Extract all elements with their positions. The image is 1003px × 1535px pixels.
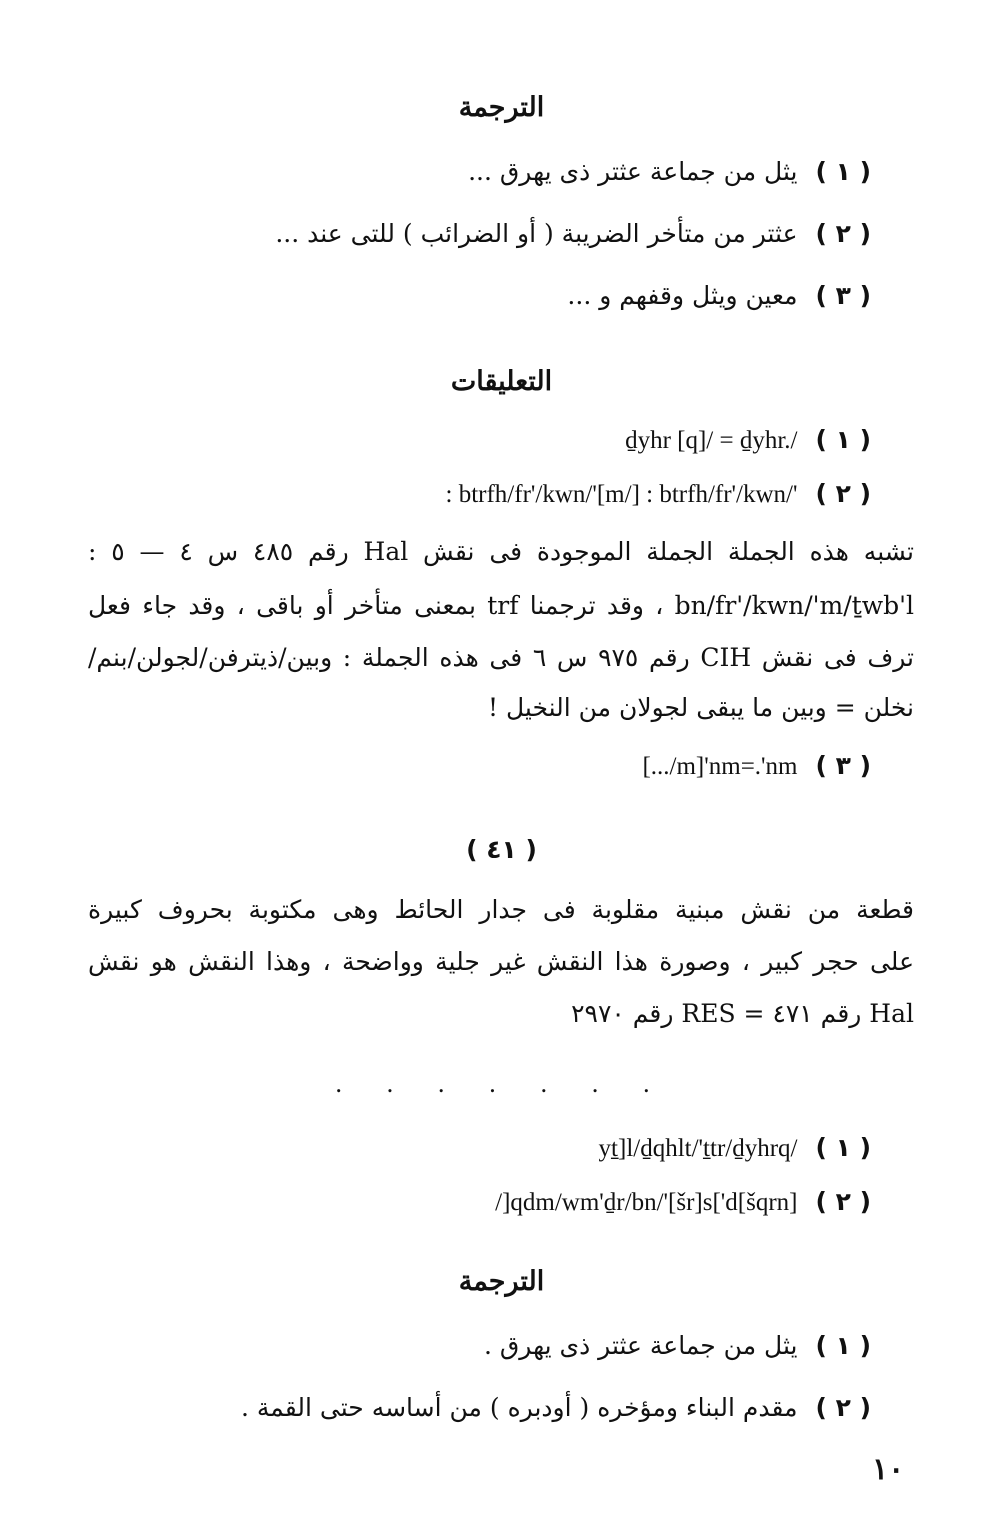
item-number: ( ٣ ): [815, 281, 871, 310]
inscription-paragraph-line-1: قطعة من نقش مبنية مقلوبة فى جدار الحائط وهى مكتوبة بحروف كبيرة: [88, 895, 914, 924]
comment-item-1: [625, 420, 871, 461]
inscription-paragraph-line-2: على حجر كبير ، وصورة هذا النقش غير جلية وواضحة ، وهذا النقش هو نقش: [88, 947, 914, 976]
inscription-item-2: [495, 1182, 871, 1223]
item-number: ( ١ ): [815, 1331, 871, 1360]
item-text: [.../m]'nm=.'nm: [642, 753, 798, 780]
comment-paragraph-line-1: تشبه هذه الجملة الجملة الموجودة فى نقش Hal رقم ٤٨٥ س ٤ — ٥ :: [88, 537, 914, 566]
item-text: : btrfh/fr'/kwn/'[m/] : btrfh/fr'/kwn/': [445, 481, 798, 508]
translation-item-2: [275, 214, 871, 254]
item-text: yṯ]l/ḏqhlt/'ṯtr/ḏyhrq/: [598, 1135, 798, 1162]
comment-paragraph-line-3: ترف فى نقش CIH رقم ٩٧٥ س ٦ فى هذه الجملة : وبين/ذيترفن/لجولن/بنم/: [88, 643, 914, 672]
comment-paragraph-line-2: bn/fr'/kwn/'m/ṯwb'l ، وقد ترجمنا trf بمعنى متأخر أو باقى ، وقد جاء فعل: [88, 591, 914, 620]
item-text: يثل من جماعة عثتر ذى يهرق .: [483, 1331, 798, 1360]
item-text: معين ويثل وقفهم و ...: [567, 281, 798, 310]
section-heading-comments: التعليقات: [450, 366, 553, 397]
item-number: ( ٢ ): [815, 1187, 871, 1216]
item-number: ( ٣ ): [815, 751, 871, 780]
item-text: ḏyhr [q]/ = ḏyhr./: [625, 427, 798, 454]
translation-item-3: [567, 276, 871, 316]
item-number: ( ١ ): [815, 157, 871, 186]
comment-item-3: [642, 746, 871, 787]
item-text: عثتر من متأخر الضريبة ( أو الضرائب ) للتى عند ...: [275, 219, 798, 248]
inscription-paragraph-line-3: Hal رقم ٤٧١ = RES رقم ٢٩٧٠: [571, 999, 914, 1028]
translation-item-1b: [484, 1326, 871, 1366]
inscription-item-1: [599, 1128, 871, 1169]
comment-item-2: [446, 474, 871, 515]
comment-paragraph-line-4: نخلن = وبين ما يبقى لجولان من النخيل !: [487, 693, 914, 722]
page-number: ١٠: [872, 1452, 905, 1487]
section-heading-translation-2: الترجمة: [458, 1266, 545, 1297]
item-number: ( ٢ ): [815, 1393, 871, 1422]
ellipsis-separator: . . . . . . .: [334, 1070, 669, 1098]
inscription-number: ( ٤١ ): [466, 835, 537, 864]
item-number: ( ٢ ): [815, 479, 871, 508]
item-text: يثل من جماعة عثتر ذى يهرق ...: [468, 157, 798, 186]
translation-item-2b: [241, 1388, 871, 1428]
item-number: ( ١ ): [815, 1133, 871, 1162]
section-heading-translation-1: الترجمة: [458, 92, 545, 123]
item-number: ( ٢ ): [815, 219, 871, 248]
item-number: ( ١ ): [815, 425, 871, 454]
item-text: /]qdm/wm'ḏr/bn/'[šr]s['d[šqrn]: [495, 1189, 798, 1216]
item-text: مقدم البناء ومؤخره ( أودبره ) من أساسه حتى القمة .: [241, 1393, 798, 1422]
translation-item-1: [468, 152, 871, 192]
